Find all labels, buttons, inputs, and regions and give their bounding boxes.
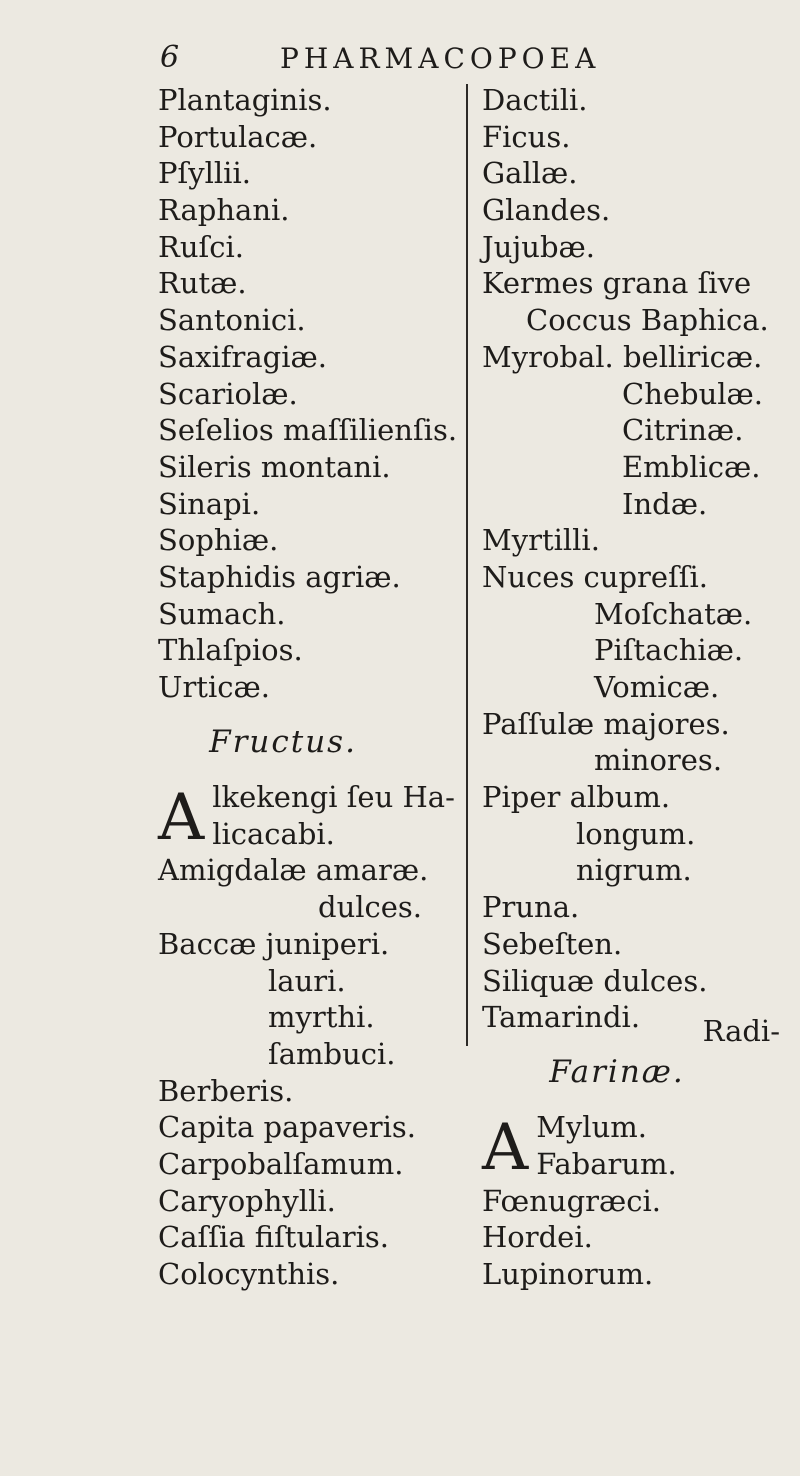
left-list-top	[158, 82, 458, 706]
list-item: Santonici.	[158, 303, 306, 338]
list-item: Thlaſpios.	[158, 633, 303, 668]
list-item: Urticæ.	[158, 670, 270, 704]
list-item: Coccus Baphica.	[526, 303, 769, 338]
list-item: Portulacæ.	[158, 119, 318, 154]
list-item: Carpobalſamum.	[158, 1146, 404, 1181]
drop-cap: A	[158, 781, 205, 856]
drop-cap-line: licacabi.	[212, 816, 335, 851]
running-head: PHARMACOPOEA	[280, 42, 601, 75]
list-item: lauri.	[268, 963, 346, 998]
drop-cap-line: Mylum.	[536, 1110, 647, 1145]
catchword: Radi-	[702, 1014, 780, 1048]
list-item: minores.	[594, 743, 723, 778]
list-item: Vomicæ.	[594, 670, 720, 704]
list-item: Chebulæ.	[622, 376, 764, 411]
list-item: Sumach.	[158, 596, 286, 631]
list-item: Moſchatæ.	[594, 596, 753, 631]
list-item: Myrobal. belliricæ.	[482, 339, 763, 374]
list-item: Berberis.	[158, 1073, 294, 1108]
list-item: Colocynthis.	[158, 1257, 340, 1292]
list-item: Paſſulæ majores.	[482, 706, 730, 741]
list-item: Gallæ.	[482, 156, 578, 191]
drop-cap: A	[482, 1111, 529, 1186]
drop-cap-entry	[482, 1109, 782, 1186]
list-item: Sebeſten.	[482, 926, 623, 961]
page-header	[160, 40, 780, 78]
drop-cap-entry	[158, 779, 458, 856]
list-item: Emblicæ.	[622, 449, 761, 484]
list-item: Citrinæ.	[622, 413, 744, 448]
list-item: Baccæ juniperi.	[158, 926, 390, 961]
list-item: Raphani.	[158, 193, 290, 228]
column-divider	[466, 84, 468, 1046]
list-item: Nuces cupreſſi.	[482, 559, 709, 594]
list-item: Scariolæ.	[158, 376, 298, 411]
section-heading-fructus: Fructus.	[209, 723, 357, 760]
list-item: Sinapi.	[158, 486, 261, 521]
list-item: Kermes grana ſive	[482, 266, 752, 301]
list-item: Myrtilli.	[482, 523, 600, 558]
page-number: 6	[160, 40, 180, 75]
list-item: Siliquæ dulces.	[482, 963, 708, 998]
list-item: nigrum.	[576, 853, 692, 888]
list-item: longum.	[576, 816, 696, 851]
list-item: Hordei.	[482, 1220, 593, 1255]
drop-cap-line: lkekengi ſeu Ha-	[212, 780, 455, 815]
left-list-bottom	[158, 852, 458, 1292]
list-item: Amigdalæ amaræ.	[158, 853, 429, 888]
list-item: Indæ.	[622, 486, 708, 521]
list-item: Caryophylli.	[158, 1183, 336, 1218]
list-item: Caſſia fiſtularis.	[158, 1220, 389, 1255]
list-item: myrthi.	[268, 1000, 375, 1035]
list-item: Ruſci.	[158, 229, 244, 264]
list-item: Sileris montani.	[158, 449, 391, 484]
list-item: Seſelios maſſilienſis.	[158, 413, 458, 448]
right-column	[482, 82, 782, 1293]
left-column	[158, 82, 458, 1293]
list-item: Sophiæ.	[158, 523, 279, 558]
list-item: Pſyllii.	[158, 156, 251, 191]
list-item: Dactili.	[482, 83, 588, 117]
list-item: Plantaginis.	[158, 83, 332, 117]
right-list-bottom	[482, 1183, 782, 1293]
list-item: Tamarindi.	[482, 1000, 641, 1035]
list-item: Rutæ.	[158, 266, 247, 301]
list-item: dulces.	[318, 890, 423, 925]
list-item: ſambuci.	[268, 1036, 396, 1071]
section-heading-farinae: Farinæ.	[549, 1053, 685, 1090]
drop-cap-line: Fabarum.	[536, 1146, 677, 1181]
list-item: Ficus.	[482, 119, 571, 154]
list-item: Fœnugræci.	[482, 1183, 661, 1218]
list-item: Piper album.	[482, 780, 671, 815]
right-list-top	[482, 82, 782, 1036]
list-item: Lupinorum.	[482, 1257, 654, 1292]
list-item: Staphidis agriæ.	[158, 559, 401, 594]
list-item: Piſtachiæ.	[594, 633, 744, 668]
list-item: Capita papaveris.	[158, 1110, 416, 1145]
list-item: Saxifragiæ.	[158, 339, 327, 374]
list-item: Jujubæ.	[482, 229, 596, 264]
list-item: Pruna.	[482, 890, 580, 925]
list-item: Glandes.	[482, 193, 611, 228]
